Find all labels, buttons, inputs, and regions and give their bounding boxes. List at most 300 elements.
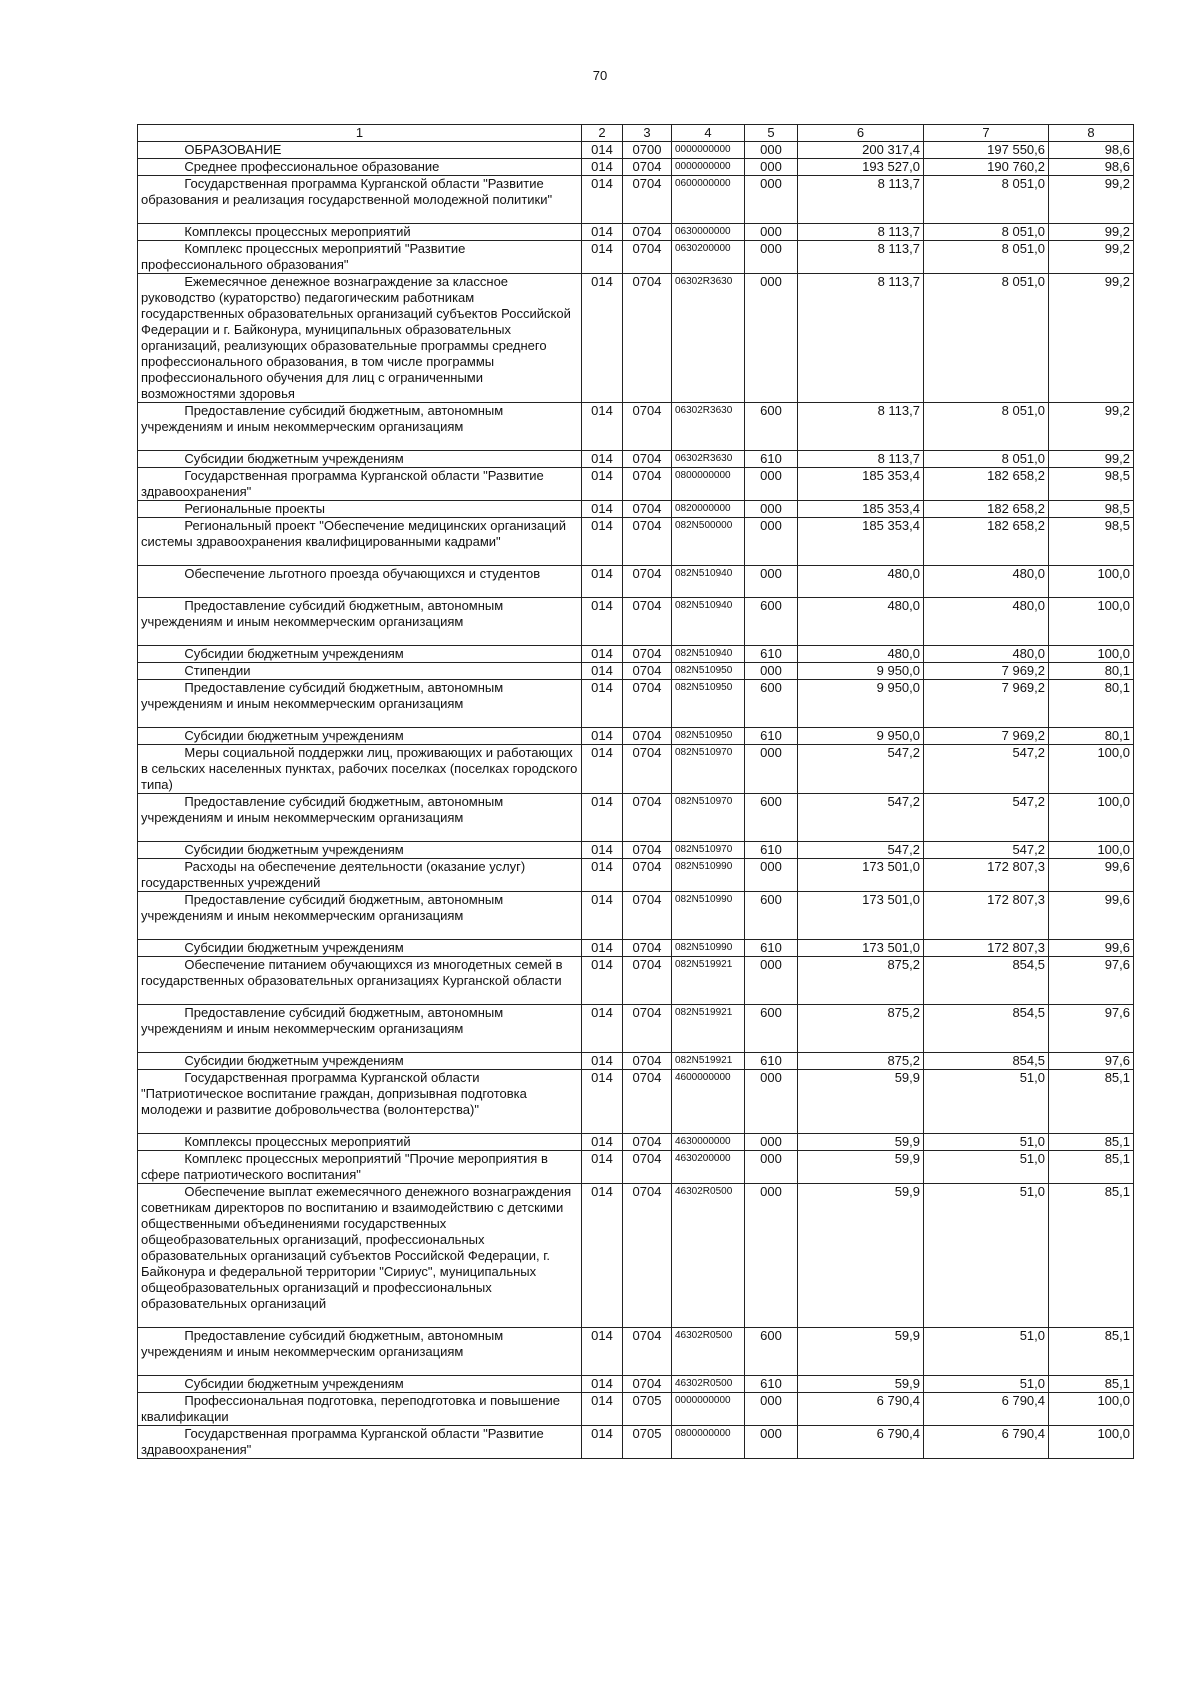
code-2: 014 bbox=[582, 159, 623, 176]
value-7: 172 807,3 bbox=[924, 859, 1049, 892]
value-6: 875,2 bbox=[798, 1005, 924, 1053]
row-name: Обеспечение выплат ежемесячного денежного вознаграждения советникам директоров по воспитанию и взаимодействию с детскими общественными объединениями государственных общеобразовательных организаций, профессиональных образовательных организаций субъектов Российской Федерации, г. Байконура и федеральной территории "Сириус", муниципальных общеобразовательных организаций и профессиональных образовательных организаций bbox=[138, 1184, 582, 1328]
code-4: 082N510950 bbox=[672, 680, 745, 728]
value-8: 99,2 bbox=[1049, 176, 1134, 224]
code-3: 0704 bbox=[623, 842, 672, 859]
code-5: 600 bbox=[745, 794, 798, 842]
value-7: 8 051,0 bbox=[924, 274, 1049, 403]
value-7: 51,0 bbox=[924, 1151, 1049, 1184]
row-name: ОБРАЗОВАНИЕ bbox=[138, 142, 582, 159]
value-8: 100,0 bbox=[1049, 842, 1134, 859]
value-7: 51,0 bbox=[924, 1184, 1049, 1328]
code-3: 0704 bbox=[623, 646, 672, 663]
value-8: 85,1 bbox=[1049, 1134, 1134, 1151]
code-3: 0704 bbox=[623, 1328, 672, 1376]
value-6: 59,9 bbox=[798, 1151, 924, 1184]
table-row bbox=[138, 1005, 1134, 1053]
code-3: 0705 bbox=[623, 1426, 672, 1459]
code-5: 000 bbox=[745, 957, 798, 1005]
table-row bbox=[138, 176, 1134, 224]
code-3: 0704 bbox=[623, 745, 672, 794]
code-3: 0700 bbox=[623, 142, 672, 159]
code-4: 082N510950 bbox=[672, 663, 745, 680]
code-4: 082N510990 bbox=[672, 892, 745, 940]
code-3: 0704 bbox=[623, 598, 672, 646]
header-cell: 5 bbox=[745, 125, 798, 142]
row-name: Комплексы процессных мероприятий bbox=[138, 1134, 582, 1151]
code-2: 014 bbox=[582, 892, 623, 940]
value-8: 99,2 bbox=[1049, 451, 1134, 468]
code-4: 082N510990 bbox=[672, 859, 745, 892]
row-name: Комплекс процессных мероприятий "Прочие мероприятия в сфере патриотического воспитания" bbox=[138, 1151, 582, 1184]
value-6: 8 113,7 bbox=[798, 241, 924, 274]
value-6: 875,2 bbox=[798, 957, 924, 1005]
value-8: 99,2 bbox=[1049, 224, 1134, 241]
code-4: 082N510970 bbox=[672, 794, 745, 842]
code-3: 0704 bbox=[623, 224, 672, 241]
value-8: 98,5 bbox=[1049, 518, 1134, 566]
code-5: 000 bbox=[745, 224, 798, 241]
code-4: 0000000000 bbox=[672, 142, 745, 159]
value-8: 99,2 bbox=[1049, 241, 1134, 274]
row-name: Региональные проекты bbox=[138, 501, 582, 518]
table-row bbox=[138, 892, 1134, 940]
code-2: 014 bbox=[582, 957, 623, 1005]
value-7: 190 760,2 bbox=[924, 159, 1049, 176]
header-cell: 3 bbox=[623, 125, 672, 142]
code-5: 000 bbox=[745, 142, 798, 159]
code-2: 014 bbox=[582, 518, 623, 566]
row-name: Предоставление субсидий бюджетным, автономным учреждениям и иным некоммерческим организациям bbox=[138, 598, 582, 646]
code-2: 014 bbox=[582, 224, 623, 241]
code-5: 610 bbox=[745, 1376, 798, 1393]
value-6: 480,0 bbox=[798, 566, 924, 598]
code-4: 46302R0500 bbox=[672, 1376, 745, 1393]
value-6: 875,2 bbox=[798, 1053, 924, 1070]
row-name: Субсидии бюджетным учреждениям bbox=[138, 646, 582, 663]
code-3: 0704 bbox=[623, 176, 672, 224]
table-row bbox=[138, 142, 1134, 159]
value-8: 99,6 bbox=[1049, 892, 1134, 940]
value-8: 80,1 bbox=[1049, 663, 1134, 680]
code-5: 000 bbox=[745, 1393, 798, 1426]
code-5: 600 bbox=[745, 680, 798, 728]
value-6: 59,9 bbox=[798, 1184, 924, 1328]
code-4: 4600000000 bbox=[672, 1070, 745, 1134]
value-7: 547,2 bbox=[924, 794, 1049, 842]
value-8: 99,2 bbox=[1049, 403, 1134, 451]
code-3: 0704 bbox=[623, 728, 672, 745]
code-3: 0704 bbox=[623, 663, 672, 680]
code-4: 082N500000 bbox=[672, 518, 745, 566]
code-3: 0704 bbox=[623, 241, 672, 274]
code-3: 0704 bbox=[623, 892, 672, 940]
code-5: 000 bbox=[745, 1134, 798, 1151]
code-2: 014 bbox=[582, 1053, 623, 1070]
row-name: Предоставление субсидий бюджетным, автономным учреждениям и иным некоммерческим организациям bbox=[138, 1328, 582, 1376]
code-5: 000 bbox=[745, 159, 798, 176]
value-6: 185 353,4 bbox=[798, 501, 924, 518]
table-row bbox=[138, 598, 1134, 646]
code-5: 600 bbox=[745, 598, 798, 646]
table-row bbox=[138, 745, 1134, 794]
value-7: 854,5 bbox=[924, 957, 1049, 1005]
code-3: 0704 bbox=[623, 940, 672, 957]
code-4: 0800000000 bbox=[672, 468, 745, 501]
value-7: 8 051,0 bbox=[924, 241, 1049, 274]
code-5: 000 bbox=[745, 468, 798, 501]
budget-table bbox=[137, 124, 1134, 1459]
row-name: Комплексы процессных мероприятий bbox=[138, 224, 582, 241]
value-6: 8 113,7 bbox=[798, 224, 924, 241]
value-8: 98,5 bbox=[1049, 501, 1134, 518]
code-4: 0000000000 bbox=[672, 159, 745, 176]
code-5: 600 bbox=[745, 403, 798, 451]
code-3: 0704 bbox=[623, 518, 672, 566]
code-4: 4630000000 bbox=[672, 1134, 745, 1151]
value-8: 80,1 bbox=[1049, 680, 1134, 728]
header-cell: 1 bbox=[138, 125, 582, 142]
table-row bbox=[138, 646, 1134, 663]
code-5: 000 bbox=[745, 274, 798, 403]
value-7: 8 051,0 bbox=[924, 403, 1049, 451]
code-4: 082N519921 bbox=[672, 1053, 745, 1070]
code-5: 000 bbox=[745, 566, 798, 598]
table-row bbox=[138, 501, 1134, 518]
value-6: 6 790,4 bbox=[798, 1393, 924, 1426]
value-6: 480,0 bbox=[798, 598, 924, 646]
row-name: Региональный проект "Обеспечение медицинских организаций системы здравоохранения квалифицированными кадрами" bbox=[138, 518, 582, 566]
value-7: 172 807,3 bbox=[924, 892, 1049, 940]
code-4: 082N510970 bbox=[672, 842, 745, 859]
code-2: 014 bbox=[582, 241, 623, 274]
table-row bbox=[138, 940, 1134, 957]
value-7: 182 658,2 bbox=[924, 518, 1049, 566]
table-row bbox=[138, 1053, 1134, 1070]
code-4: 06302R3630 bbox=[672, 274, 745, 403]
table-row bbox=[138, 1151, 1134, 1184]
value-7: 51,0 bbox=[924, 1328, 1049, 1376]
code-2: 014 bbox=[582, 142, 623, 159]
value-7: 51,0 bbox=[924, 1376, 1049, 1393]
code-5: 610 bbox=[745, 842, 798, 859]
table-row bbox=[138, 663, 1134, 680]
code-4: 4630200000 bbox=[672, 1151, 745, 1184]
code-3: 0704 bbox=[623, 1053, 672, 1070]
table-row bbox=[138, 274, 1134, 403]
value-6: 173 501,0 bbox=[798, 940, 924, 957]
value-6: 9 950,0 bbox=[798, 680, 924, 728]
code-3: 0704 bbox=[623, 468, 672, 501]
value-7: 182 658,2 bbox=[924, 468, 1049, 501]
code-5: 000 bbox=[745, 745, 798, 794]
table-row bbox=[138, 451, 1134, 468]
code-4: 0630000000 bbox=[672, 224, 745, 241]
code-4: 46302R0500 bbox=[672, 1184, 745, 1328]
table-row bbox=[138, 859, 1134, 892]
code-3: 0704 bbox=[623, 274, 672, 403]
code-2: 014 bbox=[582, 1376, 623, 1393]
value-8: 98,6 bbox=[1049, 142, 1134, 159]
code-3: 0704 bbox=[623, 1070, 672, 1134]
code-5: 610 bbox=[745, 1053, 798, 1070]
value-6: 547,2 bbox=[798, 794, 924, 842]
code-2: 014 bbox=[582, 1070, 623, 1134]
value-6: 59,9 bbox=[798, 1376, 924, 1393]
value-7: 51,0 bbox=[924, 1134, 1049, 1151]
value-8: 97,6 bbox=[1049, 1005, 1134, 1053]
value-7: 6 790,4 bbox=[924, 1426, 1049, 1459]
value-6: 8 113,7 bbox=[798, 176, 924, 224]
table-row bbox=[138, 1426, 1134, 1459]
value-7: 480,0 bbox=[924, 646, 1049, 663]
code-2: 014 bbox=[582, 468, 623, 501]
code-4: 0600000000 bbox=[672, 176, 745, 224]
row-name: Предоставление субсидий бюджетным, автономным учреждениям и иным некоммерческим организациям bbox=[138, 403, 582, 451]
code-4: 082N510940 bbox=[672, 566, 745, 598]
page-number: 70 bbox=[592, 68, 608, 83]
value-6: 59,9 bbox=[798, 1070, 924, 1134]
value-7: 6 790,4 bbox=[924, 1393, 1049, 1426]
code-5: 610 bbox=[745, 646, 798, 663]
code-5: 000 bbox=[745, 518, 798, 566]
value-8: 100,0 bbox=[1049, 745, 1134, 794]
value-8: 97,6 bbox=[1049, 957, 1134, 1005]
value-8: 100,0 bbox=[1049, 794, 1134, 842]
value-6: 59,9 bbox=[798, 1328, 924, 1376]
code-4: 06302R3630 bbox=[672, 403, 745, 451]
value-6: 173 501,0 bbox=[798, 859, 924, 892]
code-5: 610 bbox=[745, 451, 798, 468]
row-name: Предоставление субсидий бюджетным, автономным учреждениям и иным некоммерческим организациям bbox=[138, 892, 582, 940]
code-4: 082N519921 bbox=[672, 957, 745, 1005]
code-2: 014 bbox=[582, 501, 623, 518]
table-row bbox=[138, 1134, 1134, 1151]
row-name: Государственная программа Курганской области "Развитие образования и реализация государственной молодежной политики" bbox=[138, 176, 582, 224]
table-row bbox=[138, 241, 1134, 274]
value-6: 9 950,0 bbox=[798, 728, 924, 745]
table-row bbox=[138, 1376, 1134, 1393]
row-name: Государственная программа Курганской области "Патриотическое воспитание граждан, допризывная подготовка молодежи и развитие добровольчества (волонтерства)" bbox=[138, 1070, 582, 1134]
row-name: Меры социальной поддержки лиц, проживающих и работающих в сельских населенных пунктах, рабочих поселках (поселках городского типа) bbox=[138, 745, 582, 794]
code-5: 610 bbox=[745, 940, 798, 957]
value-6: 8 113,7 bbox=[798, 403, 924, 451]
code-3: 0704 bbox=[623, 859, 672, 892]
row-name: Субсидии бюджетным учреждениям bbox=[138, 842, 582, 859]
row-name: Стипендии bbox=[138, 663, 582, 680]
row-name: Субсидии бюджетным учреждениям bbox=[138, 451, 582, 468]
value-6: 185 353,4 bbox=[798, 468, 924, 501]
table-row bbox=[138, 794, 1134, 842]
code-2: 014 bbox=[582, 403, 623, 451]
value-8: 85,1 bbox=[1049, 1376, 1134, 1393]
table-row bbox=[138, 1328, 1134, 1376]
code-2: 014 bbox=[582, 728, 623, 745]
value-6: 200 317,4 bbox=[798, 142, 924, 159]
code-2: 014 bbox=[582, 566, 623, 598]
table-row bbox=[138, 159, 1134, 176]
value-8: 80,1 bbox=[1049, 728, 1134, 745]
code-5: 000 bbox=[745, 859, 798, 892]
code-5: 600 bbox=[745, 1328, 798, 1376]
row-name: Среднее профессиональное образование bbox=[138, 159, 582, 176]
header-cell: 8 bbox=[1049, 125, 1134, 142]
value-8: 85,1 bbox=[1049, 1328, 1134, 1376]
table-row bbox=[138, 566, 1134, 598]
code-2: 014 bbox=[582, 646, 623, 663]
code-3: 0704 bbox=[623, 451, 672, 468]
row-name: Предоставление субсидий бюджетным, автономным учреждениям и иным некоммерческим организациям bbox=[138, 680, 582, 728]
value-8: 100,0 bbox=[1049, 598, 1134, 646]
value-8: 100,0 bbox=[1049, 646, 1134, 663]
code-2: 014 bbox=[582, 842, 623, 859]
code-4: 082N510990 bbox=[672, 940, 745, 957]
code-3: 0704 bbox=[623, 794, 672, 842]
value-8: 85,1 bbox=[1049, 1184, 1134, 1328]
value-8: 98,5 bbox=[1049, 468, 1134, 501]
code-3: 0705 bbox=[623, 1393, 672, 1426]
value-7: 854,5 bbox=[924, 1005, 1049, 1053]
code-4: 082N510940 bbox=[672, 598, 745, 646]
table-row bbox=[138, 1070, 1134, 1134]
code-5: 000 bbox=[745, 241, 798, 274]
code-2: 014 bbox=[582, 1426, 623, 1459]
code-3: 0704 bbox=[623, 1134, 672, 1151]
value-8: 99,6 bbox=[1049, 940, 1134, 957]
row-name: Обеспечение питанием обучающихся из многодетных семей в государственных образовательных организациях Курганской области bbox=[138, 957, 582, 1005]
row-name: Субсидии бюджетным учреждениям bbox=[138, 940, 582, 957]
table-row bbox=[138, 842, 1134, 859]
header-cell: 6 bbox=[798, 125, 924, 142]
code-5: 600 bbox=[745, 892, 798, 940]
value-6: 9 950,0 bbox=[798, 663, 924, 680]
value-6: 8 113,7 bbox=[798, 451, 924, 468]
code-4: 0820000000 bbox=[672, 501, 745, 518]
code-5: 000 bbox=[745, 1184, 798, 1328]
table-row bbox=[138, 957, 1134, 1005]
header-cell: 7 bbox=[924, 125, 1049, 142]
row-name: Предоставление субсидий бюджетным, автономным учреждениям и иным некоммерческим организациям bbox=[138, 1005, 582, 1053]
code-5: 610 bbox=[745, 728, 798, 745]
code-4: 082N510950 bbox=[672, 728, 745, 745]
value-8: 97,6 bbox=[1049, 1053, 1134, 1070]
code-4: 0000000000 bbox=[672, 1393, 745, 1426]
code-5: 000 bbox=[745, 1426, 798, 1459]
code-5: 000 bbox=[745, 1151, 798, 1184]
table-row bbox=[138, 1393, 1134, 1426]
code-2: 014 bbox=[582, 176, 623, 224]
row-name: Расходы на обеспечение деятельности (оказание услуг) государственных учреждений bbox=[138, 859, 582, 892]
code-4: 082N510940 bbox=[672, 646, 745, 663]
value-7: 172 807,3 bbox=[924, 940, 1049, 957]
code-3: 0704 bbox=[623, 403, 672, 451]
value-8: 85,1 bbox=[1049, 1151, 1134, 1184]
value-7: 8 051,0 bbox=[924, 176, 1049, 224]
value-8: 99,6 bbox=[1049, 859, 1134, 892]
value-6: 6 790,4 bbox=[798, 1426, 924, 1459]
value-6: 547,2 bbox=[798, 745, 924, 794]
value-7: 51,0 bbox=[924, 1070, 1049, 1134]
code-2: 014 bbox=[582, 859, 623, 892]
value-6: 173 501,0 bbox=[798, 892, 924, 940]
code-2: 014 bbox=[582, 451, 623, 468]
code-2: 014 bbox=[582, 1151, 623, 1184]
code-5: 000 bbox=[745, 501, 798, 518]
value-6: 185 353,4 bbox=[798, 518, 924, 566]
code-5: 000 bbox=[745, 1070, 798, 1134]
code-4: 0630200000 bbox=[672, 241, 745, 274]
code-2: 014 bbox=[582, 1005, 623, 1053]
table-row bbox=[138, 403, 1134, 451]
header-row bbox=[138, 125, 1134, 142]
code-3: 0704 bbox=[623, 566, 672, 598]
value-6: 480,0 bbox=[798, 646, 924, 663]
code-4: 082N510970 bbox=[672, 745, 745, 794]
header-cell: 4 bbox=[672, 125, 745, 142]
value-8: 99,2 bbox=[1049, 274, 1134, 403]
code-4: 46302R0500 bbox=[672, 1328, 745, 1376]
value-7: 8 051,0 bbox=[924, 451, 1049, 468]
table-row bbox=[138, 728, 1134, 745]
code-2: 014 bbox=[582, 1184, 623, 1328]
table-row bbox=[138, 680, 1134, 728]
value-7: 197 550,6 bbox=[924, 142, 1049, 159]
table-row bbox=[138, 1184, 1134, 1328]
code-2: 014 bbox=[582, 680, 623, 728]
code-2: 014 bbox=[582, 745, 623, 794]
value-7: 7 969,2 bbox=[924, 728, 1049, 745]
value-7: 182 658,2 bbox=[924, 501, 1049, 518]
header-cell: 2 bbox=[582, 125, 623, 142]
value-8: 100,0 bbox=[1049, 1426, 1134, 1459]
value-7: 547,2 bbox=[924, 842, 1049, 859]
row-name: Субсидии бюджетным учреждениям bbox=[138, 1376, 582, 1393]
row-name: Ежемесячное денежное вознаграждение за классное руководство (кураторство) педагогическим работникам государственных образовательных организаций субъектов Российской Федерации и г. Байконура, муниципальных образовательных организаций, реализующих образовательные программы среднего профессионального образования, в том числе программы профессионального обучения для лиц с ограниченными возможностями здоровья bbox=[138, 274, 582, 403]
value-6: 59,9 bbox=[798, 1134, 924, 1151]
code-3: 0704 bbox=[623, 1376, 672, 1393]
table-row bbox=[138, 468, 1134, 501]
value-7: 854,5 bbox=[924, 1053, 1049, 1070]
value-8: 100,0 bbox=[1049, 566, 1134, 598]
value-8: 85,1 bbox=[1049, 1070, 1134, 1134]
row-name: Профессиональная подготовка, переподготовка и повышение квалификации bbox=[138, 1393, 582, 1426]
code-2: 014 bbox=[582, 598, 623, 646]
code-3: 0704 bbox=[623, 957, 672, 1005]
code-3: 0704 bbox=[623, 501, 672, 518]
row-name: Комплекс процессных мероприятий "Развитие профессионального образования" bbox=[138, 241, 582, 274]
code-2: 014 bbox=[582, 663, 623, 680]
code-3: 0704 bbox=[623, 1151, 672, 1184]
code-4: 06302R3630 bbox=[672, 451, 745, 468]
code-2: 014 bbox=[582, 1393, 623, 1426]
value-6: 8 113,7 bbox=[798, 274, 924, 403]
code-2: 014 bbox=[582, 794, 623, 842]
code-4: 082N519921 bbox=[672, 1005, 745, 1053]
row-name: Субсидии бюджетным учреждениям bbox=[138, 728, 582, 745]
row-name: Субсидии бюджетным учреждениям bbox=[138, 1053, 582, 1070]
value-6: 547,2 bbox=[798, 842, 924, 859]
code-3: 0704 bbox=[623, 1184, 672, 1328]
value-8: 100,0 bbox=[1049, 1393, 1134, 1426]
row-name: Предоставление субсидий бюджетным, автономным учреждениям и иным некоммерческим организациям bbox=[138, 794, 582, 842]
code-2: 014 bbox=[582, 1134, 623, 1151]
code-3: 0704 bbox=[623, 680, 672, 728]
code-3: 0704 bbox=[623, 159, 672, 176]
code-5: 000 bbox=[745, 176, 798, 224]
value-7: 547,2 bbox=[924, 745, 1049, 794]
code-2: 014 bbox=[582, 274, 623, 403]
value-6: 193 527,0 bbox=[798, 159, 924, 176]
